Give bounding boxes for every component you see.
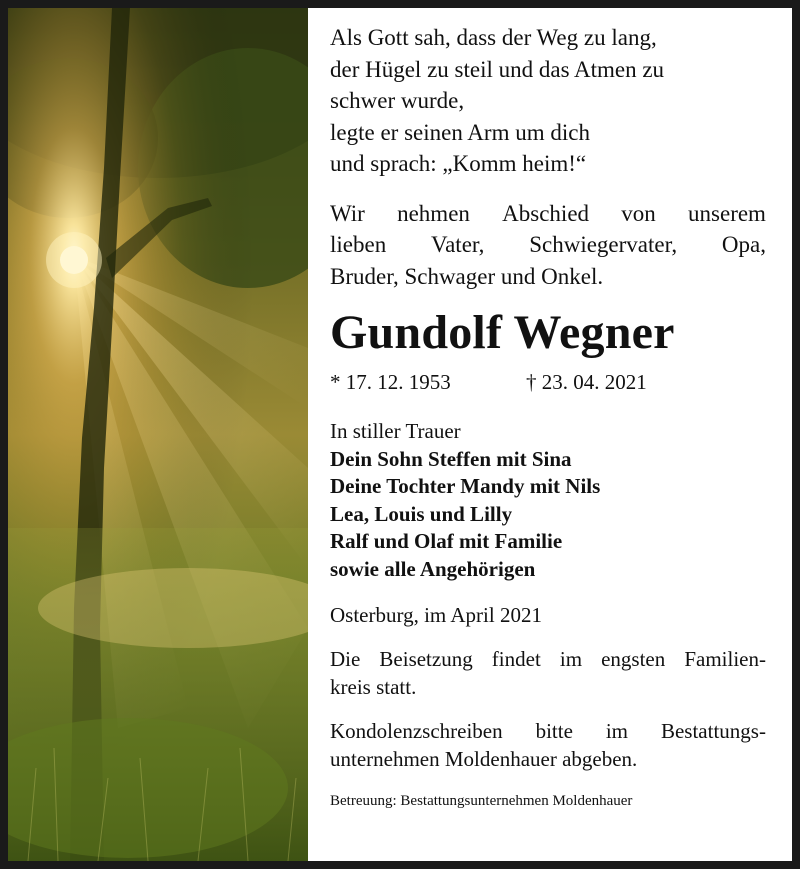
word: Vater,	[431, 232, 485, 257]
word: Bestattungs-	[660, 719, 766, 743]
word: Opa,	[721, 232, 766, 257]
mourning-intro: In stiller Trauer	[330, 419, 461, 443]
poem-line: legte er seinen Arm um dich	[330, 119, 590, 145]
condolence-notice	[330, 717, 766, 773]
word: lieben	[330, 232, 387, 257]
death-date: † 23. 04. 2021	[526, 370, 647, 394]
poem	[330, 22, 766, 180]
farewell-line	[330, 198, 766, 230]
poem-line: schwer wurde,	[330, 88, 465, 113]
word: Beisetzung	[379, 647, 473, 671]
word: von	[621, 200, 656, 226]
birth-date: * 17. 12. 1953	[330, 370, 451, 394]
word: findet	[491, 647, 541, 671]
farewell-line	[330, 229, 766, 261]
word: engsten	[601, 647, 666, 671]
poem-line: Als Gott sah, dass der Weg zu lang,	[330, 25, 657, 50]
word: Schwiegervater,	[529, 232, 678, 257]
word: bitte	[535, 719, 573, 743]
sunlit-forest-image	[8, 8, 308, 861]
burial-line: kreis statt.	[330, 675, 417, 699]
place-date: Osterburg, im April 2021	[330, 603, 542, 627]
mourner-line: Deine Tochter Mandy mit Nils	[330, 474, 601, 498]
word: Abschied	[502, 200, 590, 226]
word: im	[559, 647, 583, 671]
word: im	[605, 719, 629, 743]
farewell-line: Bruder, Schwager und Onkel.	[330, 263, 604, 289]
mourner-line: Dein Sohn Steffen mit Sina	[330, 446, 572, 471]
condolence-line: unternehmen Moldenhauer abgeben.	[330, 747, 638, 771]
burial-notice	[330, 645, 766, 701]
burial-line	[330, 645, 766, 673]
obituary-text	[330, 22, 766, 811]
mourner-line: Lea, Louis und Lilly	[330, 501, 513, 526]
word: Wir	[330, 200, 365, 226]
mourner-line: Ralf und Olaf mit Familie	[330, 529, 563, 553]
word: unserem	[688, 200, 766, 226]
farewell-text	[330, 198, 766, 293]
mourner-line: sowie alle Angehörigen	[330, 556, 536, 581]
word: Kondolenzschreiben	[330, 719, 503, 743]
deceased-name: Gundolf Wegner	[330, 306, 675, 359]
life-dates	[330, 368, 766, 396]
poem-line: der Hügel zu steil und das Atmen zu	[330, 56, 665, 82]
poem-line: und sprach: „Komm heim!“	[330, 151, 587, 176]
word: nehmen	[397, 200, 470, 226]
word: Die	[330, 647, 361, 671]
condolence-line	[330, 717, 766, 745]
mourners	[330, 418, 766, 583]
funeral-home-credit: Betreuung: Bestattungsunternehmen Moldenhauer	[330, 793, 633, 809]
word: Familien-	[684, 647, 766, 671]
